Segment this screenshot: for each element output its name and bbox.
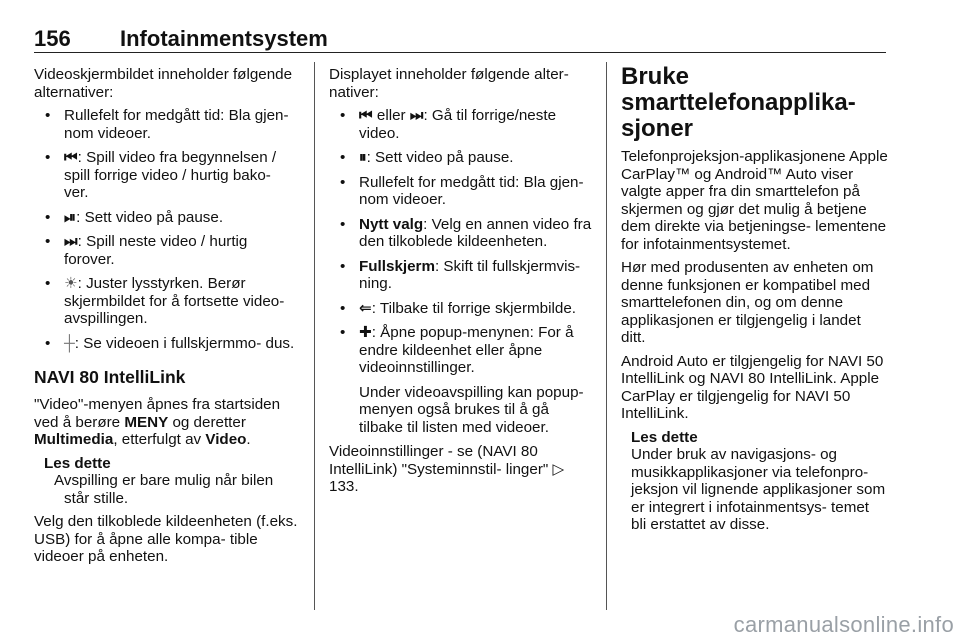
- note-body: Under bruk av navigasjons- og musikkapplikasjoner via telefonpro- jeksjon vil lignende applikasjoner som er integrert i infotainmentsys- temet bli erstattet av disse.: [631, 446, 886, 533]
- list-item: • Rullefelt for medgått tid: Bla gjen- nom videoer.: [329, 174, 594, 209]
- back-arrow-icon: ⇐: [359, 299, 372, 317]
- section-heading: Bruke smarttelefonapplika- sjoner: [621, 63, 856, 142]
- paragraph: Hør med produsenten av enheten om denne funksjonen er kompatibel med smarttelefonen din, og om denne applikasjonen er tilgjengelig i landet ditt.: [621, 259, 874, 346]
- display-options-list: [329, 107, 594, 436]
- meny-label: MENY: [124, 413, 169, 431]
- intro-text: Displayet inneholder følgende alter- nativer:: [329, 66, 569, 101]
- page-number: 156: [34, 26, 71, 51]
- list-item: • ┼: Se videoen i fullskjermmo- dus.: [34, 335, 299, 353]
- skip-forward-icon: ⏭: [409, 107, 424, 124]
- list-item-continuation: Under videoavspilling kan popup-menyen også brukes til å gå tilbake til listen med videoer.: [359, 383, 584, 436]
- column-divider-1: [314, 62, 315, 610]
- skip-back-icon: ⏮: [64, 149, 78, 166]
- pause-icon: ⏸: [359, 149, 367, 166]
- intro-text: Videoskjermbildet inneholder følgende alternativer:: [34, 66, 293, 101]
- watermark: carmanualsonline.info: [733, 612, 954, 637]
- final-paragraph: Velg den tilkoblede kildeenheten (f.eks. USB) for å åpne alle kompa- tible videoer på enheten.: [34, 513, 298, 565]
- list-item: • Nytt valg: Velg en annen video fra den tilkoblede kildeenheten.: [329, 216, 594, 251]
- column-3: [621, 63, 888, 540]
- brightness-icon: ☀: [64, 275, 78, 292]
- page-title: Infotainmentsystem: [120, 26, 328, 51]
- skip-forward-icon: ⏭: [64, 233, 78, 250]
- note-box: [34, 455, 299, 508]
- list-item: • ⏯: Sett video på pause.: [34, 209, 299, 227]
- multimedia-label: Multimedia: [34, 431, 114, 448]
- list-item: • ⏭: Spill neste video / hurtig forover.: [34, 233, 299, 268]
- video-label: Video: [205, 431, 247, 448]
- settings-reference: Videoinnstillinger - se (NAVI 80 IntelliLink) "Systeminnstil- linger" ▷ 133.: [329, 443, 565, 495]
- paragraph: Android Auto er tilgjengelig for NAVI 50 IntelliLink og NAVI 80 IntelliLink. Apple CarPlay er tilgjengelig for NAVI 50 IntelliLink.: [621, 352, 884, 422]
- list-item: • ⏮: Spill video fra begynnelsen / spill forrige video / hurtig bako- ver.: [34, 149, 299, 202]
- list-item: • ⏸: Sett video på pause.: [329, 149, 594, 167]
- list-item: • ⇐: Tilbake til forrige skjermbilde.: [329, 300, 594, 318]
- play-pause-icon: ⏯: [64, 208, 77, 226]
- column-1: [34, 66, 299, 572]
- list-item: • Rullefelt for medgått tid: Bla gjen- nom videoer.: [34, 107, 299, 142]
- note-title: Les dette: [631, 428, 698, 446]
- paragraph: Telefonprojeksjon-applikasjonene Apple CarPlay™ og Android™ Auto viser valgte apper fra din smarttelefon på skjermen og gjør det mulig å betjene dem direkte via betjeningse- lementene for infotainmentsystemet.: [621, 148, 888, 253]
- page-header: [34, 26, 886, 53]
- note-box: [621, 429, 888, 534]
- note-title: Les dette: [44, 454, 111, 472]
- note-body: Avspilling er bare mulig når bilen står stille.: [54, 472, 274, 507]
- fullscreen-label: Fullskjerm: [359, 257, 435, 275]
- fullscreen-icon: ┼: [64, 334, 75, 352]
- list-item: • ⏮ eller ⏭: Gå til forrige/neste video.: [329, 107, 594, 142]
- list-item: • ☀: Juster lysstyrken. Berør skjermbildet for å fortsette video- avspillingen.: [34, 275, 299, 328]
- list-item: • ✚: Åpne popup-menynen: For å endre kildeenhet eller åpne videoinnstillinger.: [329, 324, 594, 377]
- column-2: [329, 66, 594, 502]
- menu-paragraph: "Video"-menyen åpnes fra startsiden ved å berøre MENY og deretter Multimedia, etterfulgt av Video.: [34, 396, 281, 448]
- controls-list: [34, 107, 299, 352]
- skip-back-icon: ⏮: [359, 107, 373, 124]
- plus-icon: ✚: [359, 324, 372, 341]
- section-heading: NAVI 80 IntelliLink: [34, 367, 186, 387]
- list-item: • Fullskjerm: Skift til fullskjermvis- ning.: [329, 258, 594, 293]
- new-choice-label: Nytt valg: [359, 215, 424, 233]
- column-divider-2: [606, 62, 607, 610]
